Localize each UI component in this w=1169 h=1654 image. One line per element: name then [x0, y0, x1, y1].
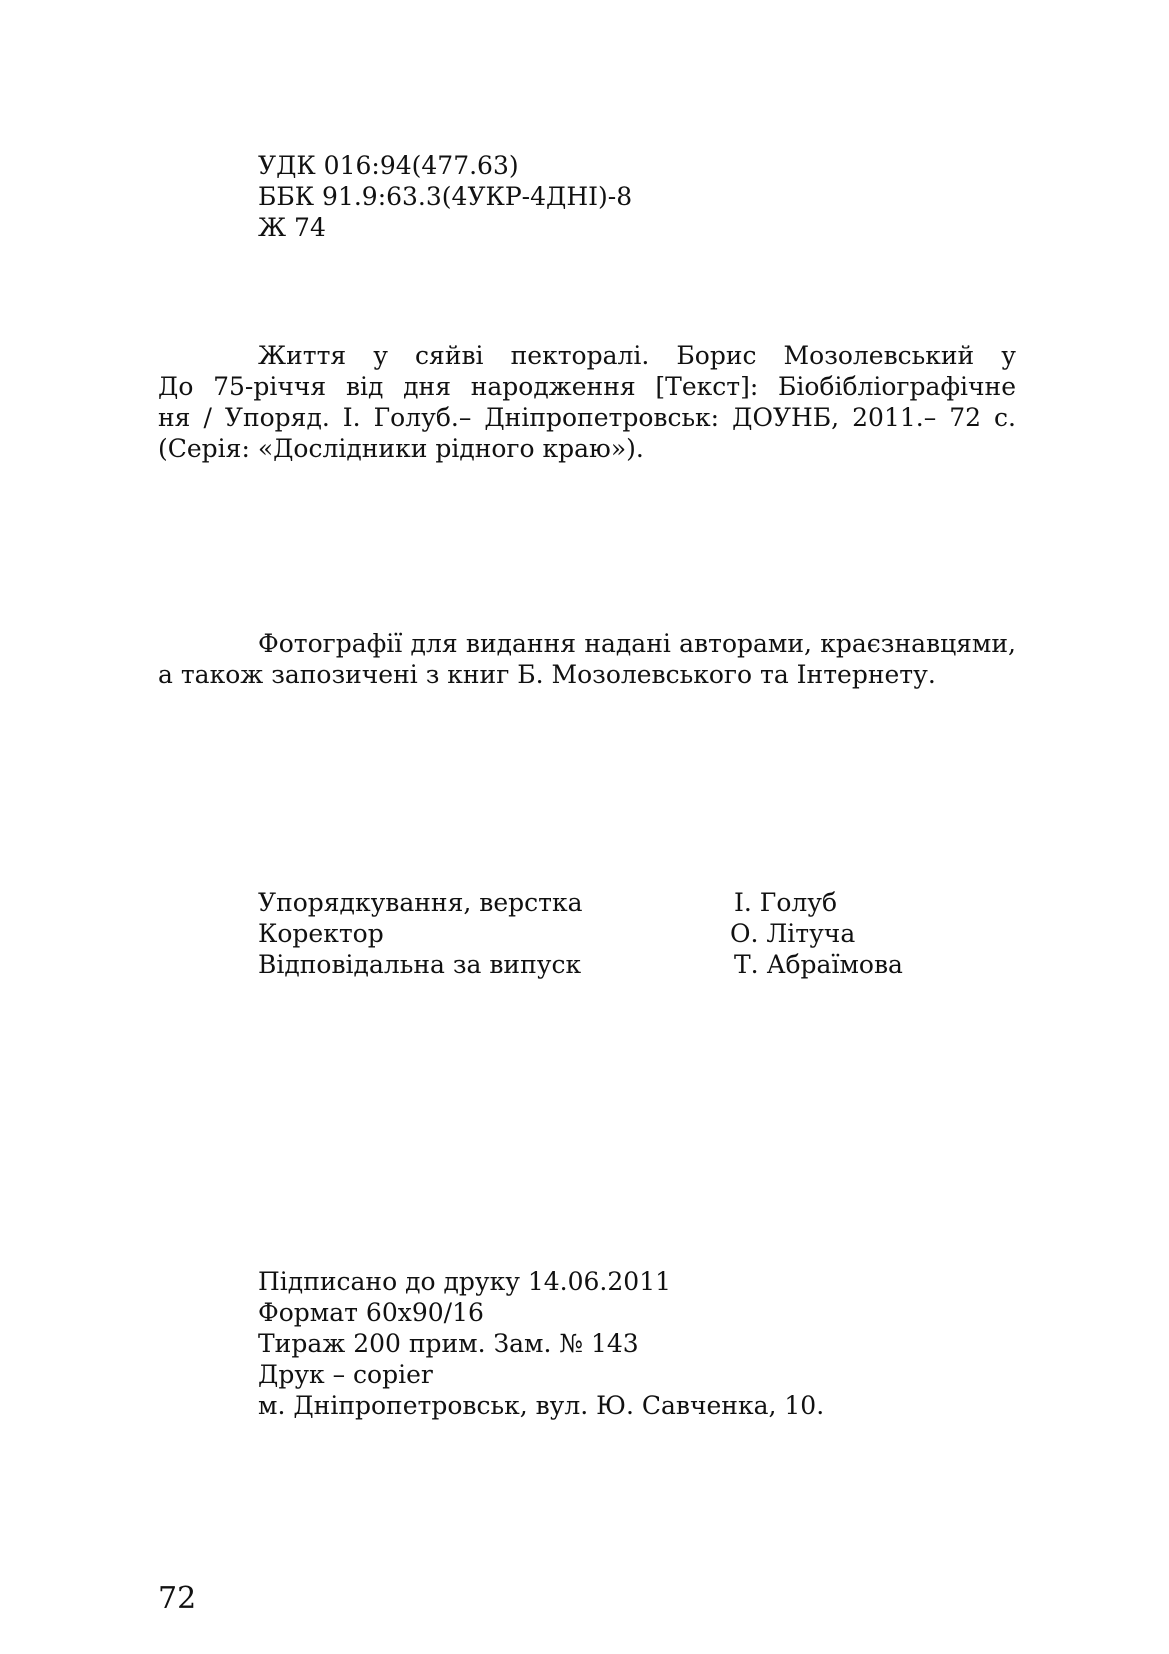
imprint-address: м. Дніпропетровськ, вул. Ю. Савченка, 10. — [258, 1391, 825, 1420]
bibliographic-line: До 75-річчя від дня народження [Текст]: Біобібліографічне — [158, 372, 1016, 401]
credit-name: І. Голуб — [734, 888, 838, 917]
imprint-print-run: Тираж 200 прим. Зам. № 143 — [258, 1329, 639, 1358]
imprint-format: Формат 60х90/16 — [258, 1298, 484, 1327]
imprint-printing: Друк – copier — [258, 1360, 433, 1389]
credit-role: Коректор — [258, 919, 384, 948]
credit-role: Упорядкування, верстка — [258, 888, 583, 917]
photo-note-line: а також запозичені з книг Б. Мозолевського та Інтернету. — [158, 660, 936, 689]
credit-row — [258, 918, 958, 949]
imprint-signed: Підписано до друку 14.06.2011 — [258, 1267, 672, 1296]
page-number: 72 — [158, 1581, 197, 1616]
bibliographic-line: ня / Упоряд. І. Голуб.– Дніпропетровськ: ДОУНБ, 2011.– 72 с. — [158, 403, 1016, 432]
photo-note — [158, 628, 1016, 690]
bbk-code: ББК 91.9:63.3(4УКР-4ДНІ)-8 — [258, 182, 633, 211]
author-mark: Ж 74 — [258, 213, 326, 242]
credit-row — [258, 887, 958, 918]
bibliographic-description — [158, 340, 1016, 464]
credits-list — [258, 887, 958, 980]
credit-name: О. Літуча — [730, 919, 856, 948]
credit-row — [258, 949, 958, 980]
bibliographic-line: (Серія: «Дослідники рідного краю»). — [158, 434, 644, 463]
credit-name: Т. Абраїмова — [734, 950, 903, 979]
udk-code: УДК 016:94(477.63) — [258, 151, 519, 180]
credit-role: Відповідальна за випуск — [258, 950, 582, 979]
bibliographic-line: Життя у сяйві пекторалі. Борис Мозолевський у — [258, 341, 1016, 370]
photo-note-line: Фотографії для видання надані авторами, краєзнавцями, — [258, 629, 1016, 658]
